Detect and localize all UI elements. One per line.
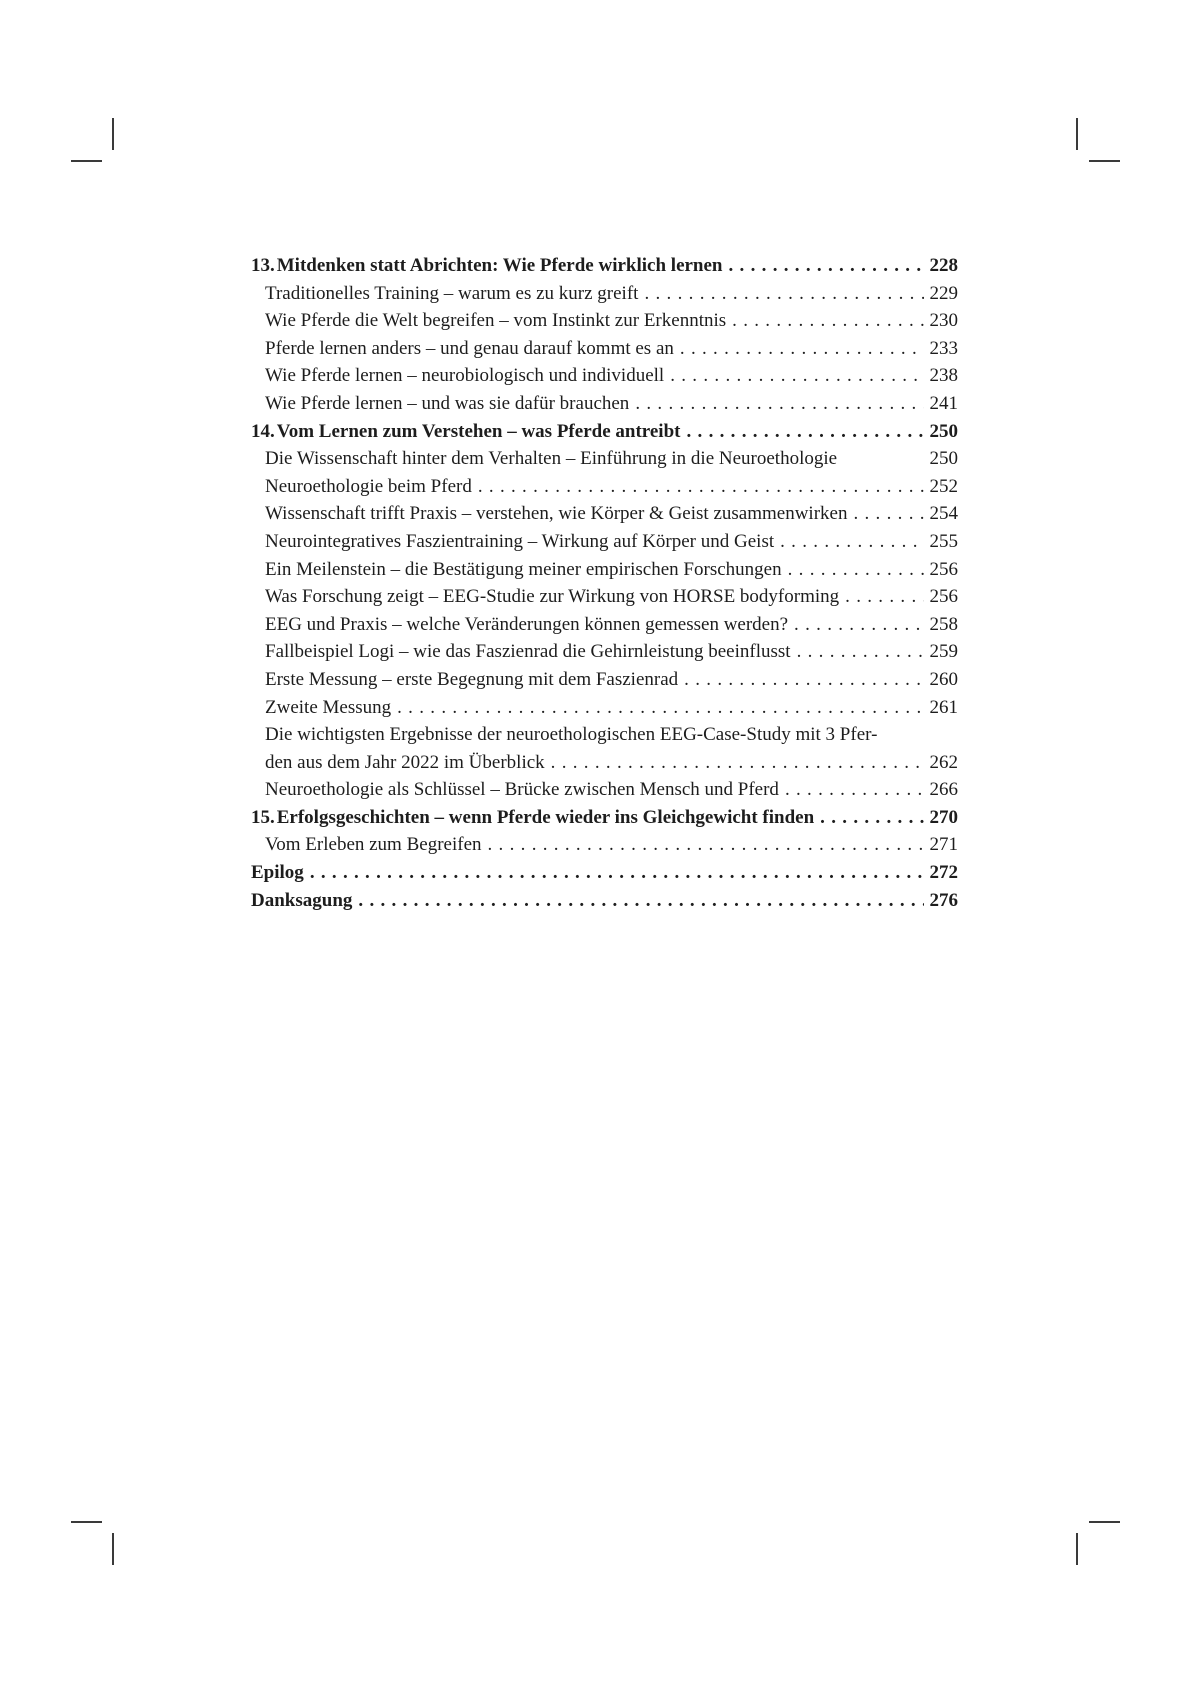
toc-dot-leader xyxy=(551,749,924,777)
toc-page-number: 258 xyxy=(929,613,958,635)
toc-dot-leader xyxy=(729,252,924,280)
toc-entry-label: Mitdenken statt Abrichten: Wie Pferde wirklich lernen xyxy=(276,255,723,276)
crop-mark-top-left-horizontal xyxy=(71,160,102,162)
toc-dot-leader xyxy=(797,638,924,666)
toc-dot-leader xyxy=(644,280,923,308)
toc-dot-leader xyxy=(680,335,924,363)
toc-page-number: 255 xyxy=(929,530,958,552)
toc-entry xyxy=(251,390,958,418)
toc-page-number: 250 xyxy=(929,420,958,442)
crop-mark-bottom-right-horizontal xyxy=(1089,1521,1120,1523)
toc-dot-leader xyxy=(684,666,923,694)
toc-entry xyxy=(251,749,958,777)
toc-entry-label: Was Forschung zeigt – EEG-Studie zur Wirkung von HORSE bodyforming xyxy=(265,586,840,608)
toc-entry xyxy=(251,500,958,528)
toc-entry xyxy=(251,611,958,639)
toc-page-number: 260 xyxy=(929,668,958,690)
toc-dot-leader xyxy=(670,362,923,390)
toc-entry xyxy=(251,859,958,887)
toc-entry-label: Vom Erleben zum Begreifen xyxy=(265,834,482,856)
toc-page-number: 229 xyxy=(929,282,958,304)
table-of-contents xyxy=(251,252,958,914)
toc-entry-label: Epilog xyxy=(251,862,304,884)
toc-entry xyxy=(251,528,958,556)
toc-entry-label: Erste Messung – erste Begegnung mit dem Faszienrad xyxy=(265,668,679,690)
toc-entry xyxy=(251,556,958,584)
toc-entry-label: Pferde lernen anders – und genau darauf kommt es an xyxy=(265,337,674,359)
toc-page-number: 256 xyxy=(929,558,958,580)
toc-entry xyxy=(251,831,958,859)
toc-entry xyxy=(251,721,958,749)
toc-entry-label: Danksagung xyxy=(251,889,353,911)
toc-page-number: 262 xyxy=(929,751,958,773)
toc-page-number: 271 xyxy=(929,834,958,856)
toc-entry xyxy=(251,307,958,335)
toc-entry xyxy=(251,776,958,804)
toc-page-number: 238 xyxy=(929,365,958,387)
toc-chapter-entry xyxy=(251,804,958,832)
toc-page-number: 252 xyxy=(929,475,958,497)
toc-entry xyxy=(251,638,958,666)
crop-mark-top-right-horizontal xyxy=(1089,160,1120,162)
toc-chapter-entry xyxy=(251,418,958,446)
toc-page-number: 254 xyxy=(929,503,958,525)
toc-entry-label: Wie Pferde lernen – neurobiologisch und individuell xyxy=(265,365,665,387)
toc-page-number: 256 xyxy=(929,586,958,608)
crop-mark-bottom-right-vertical xyxy=(1076,1533,1078,1565)
toc-dot-leader xyxy=(310,859,924,887)
toc-entry-label: Wie Pferde lernen – und was sie dafür brauchen xyxy=(265,392,630,414)
toc-entry xyxy=(251,694,958,722)
toc-entry xyxy=(251,362,958,390)
toc-dot-leader xyxy=(488,831,924,859)
toc-dot-leader xyxy=(686,418,923,446)
toc-entry-label: Neuroethologie als Schlüssel – Brücke zwischen Mensch und Pferd xyxy=(265,779,779,801)
toc-page-number: 241 xyxy=(929,392,958,414)
toc-dot-leader xyxy=(820,804,923,832)
toc-entry-label: Erfolgsgeschichten – wenn Pferde wieder ins Gleichgewicht finden xyxy=(276,806,815,828)
toc-entry-label: Vom Lernen zum Verstehen – was Pferde antreibt xyxy=(276,420,681,442)
toc-entry-label: Fallbeispiel Logi – wie das Faszienrad die Gehirnleistung beeinflusst xyxy=(265,641,791,663)
toc-entry-label: den aus dem Jahr 2022 im Überblick xyxy=(265,751,545,773)
toc-page-number: 230 xyxy=(929,310,958,332)
toc-entry-label: Wie Pferde die Welt begreifen – vom Instinkt zur Erkenntnis xyxy=(265,310,727,332)
toc-chapter-number: 15. xyxy=(251,806,275,828)
toc-entry-label: Wissenschaft trifft Praxis – verstehen, wie Körper & Geist zusammenwirken xyxy=(265,503,848,525)
toc-page-number: 228 xyxy=(929,255,958,276)
toc-entry xyxy=(251,666,958,694)
toc-entry-label: Die Wissenschaft hinter dem Verhalten – Einführung in die Neuroethologie xyxy=(265,448,838,470)
toc-entry-label: Die wichtigsten Ergebnisse der neuroethologischen EEG-Case-Study mit 3 Pfer- xyxy=(265,724,878,746)
crop-mark-top-left-vertical xyxy=(112,118,114,150)
toc-dot-leader xyxy=(635,390,923,418)
toc-entry xyxy=(251,583,958,611)
toc-entry-label: Ein Meilenstein – die Bestätigung meiner empirischen Forschungen xyxy=(265,558,782,580)
toc-dot-leader xyxy=(478,473,924,501)
toc-page-number: 270 xyxy=(929,806,958,828)
toc-chapter-entry xyxy=(251,252,958,280)
toc-dot-leader xyxy=(788,556,924,584)
toc-dot-leader xyxy=(397,694,923,722)
toc-entry xyxy=(251,445,958,473)
toc-entry xyxy=(251,280,958,308)
toc-dot-leader xyxy=(853,500,923,528)
toc-dot-leader xyxy=(845,583,923,611)
crop-mark-bottom-left-vertical xyxy=(112,1533,114,1565)
toc-page-number: 259 xyxy=(929,641,958,663)
toc-entry xyxy=(251,473,958,501)
toc-page-number: 272 xyxy=(929,862,958,884)
toc-dot-leader xyxy=(358,887,923,915)
crop-mark-bottom-left-horizontal xyxy=(71,1521,102,1523)
toc-page-number: 276 xyxy=(929,889,958,911)
toc-entry-label: Traditionelles Training – warum es zu kurz greift xyxy=(265,282,639,304)
toc-page-number: 250 xyxy=(929,448,958,470)
toc-dot-leader xyxy=(794,611,923,639)
toc-entry-label: Zweite Messung xyxy=(265,696,392,718)
toc-dot-leader xyxy=(732,307,923,335)
toc-entry-label: Neuroethologie beim Pferd xyxy=(265,475,472,497)
toc-entry-label: EEG und Praxis – welche Veränderungen können gemessen werden? xyxy=(265,613,789,635)
toc-entry xyxy=(251,887,958,915)
toc-dot-leader xyxy=(785,776,924,804)
toc-page-number: 233 xyxy=(929,337,958,359)
toc-entry xyxy=(251,335,958,363)
toc-dot-leader xyxy=(780,528,923,556)
toc-entry-label: Neurointegratives Faszientraining – Wirkung auf Körper und Geist xyxy=(265,530,775,552)
toc-chapter-number: 13. xyxy=(251,255,275,276)
toc-page-number: 266 xyxy=(929,779,958,801)
crop-mark-top-right-vertical xyxy=(1076,118,1078,150)
toc-page-number: 261 xyxy=(929,696,958,718)
toc-chapter-number: 14. xyxy=(251,420,275,442)
